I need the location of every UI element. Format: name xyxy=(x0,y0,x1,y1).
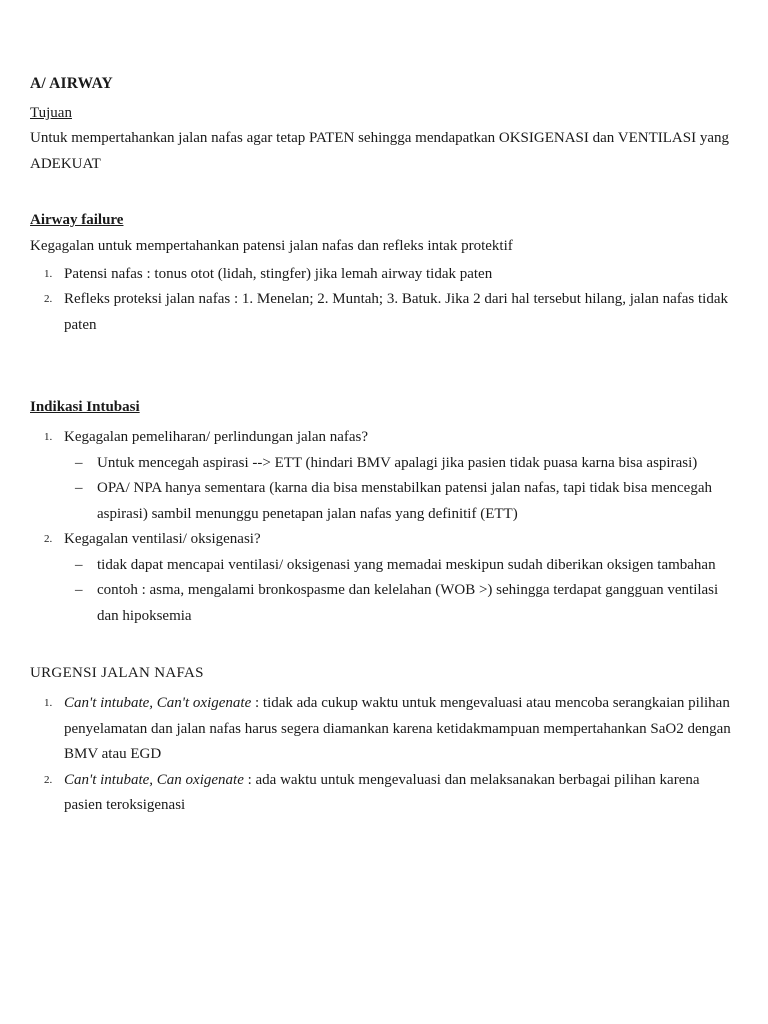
list-item-text: : ada waktu untuk mengevaluasi dan melaksanakan berbagai pilihan karena pasien teroksigenasi xyxy=(64,771,700,813)
sub-list-item-text: OPA/ NPA hanya sementara (karna dia bisa menstabilkan patensi jalan nafas, tapi tidak bisa mencegah aspirasi) sambil menunggu penetapan jalan nafas yang definitif (ETT) xyxy=(97,480,712,522)
urgensi-title: URGENSI JALAN NAFAS xyxy=(30,665,204,681)
list-item xyxy=(30,527,738,629)
dash-marker: – xyxy=(75,454,83,471)
list-marker: 1. xyxy=(44,431,53,443)
list-item xyxy=(30,287,738,338)
airway-failure-list xyxy=(30,262,738,339)
list-item xyxy=(30,768,738,819)
sub-list-item-text: tidak dapat mencapai ventilasi/ oksigenasi yang memadai meskipun sudah diberikan oksigen tambahan xyxy=(97,556,716,573)
sub-list xyxy=(30,553,738,630)
sub-list-item xyxy=(64,476,738,527)
section-title-airway: A/ AIRWAY xyxy=(30,75,113,92)
sub-list-item xyxy=(64,451,738,477)
list-item-text: : tidak ada cukup waktu untuk mengevaluasi atau mencoba serangkaian pilihan penyelamatan dan jalan nafas harus segera diamankan karena ketidakmampuan mempertahankan SaO2 dengan BMV atau EGD xyxy=(64,695,731,762)
list-item-italic-term: Can't intubate, Can't oxigenate xyxy=(64,695,252,711)
sub-list-item-text: Untuk mencegah aspirasi --> ETT (hindari BMV apalagi jika pasien tidak puasa karna bisa aspirasi) xyxy=(97,454,698,471)
tujuan-text: Untuk mempertahankan jalan nafas agar tetap PATEN sehingga mendapatkan OKSIGENASI dan VENTILASI yang ADEKUAT xyxy=(30,130,729,172)
dash-marker: – xyxy=(75,480,83,496)
list-item-text: Kegagalan pemeliharan/ perlindungan jalan nafas? xyxy=(64,429,369,445)
dash-marker: – xyxy=(75,556,83,573)
list-marker: 2. xyxy=(44,773,53,786)
sub-list-item xyxy=(64,553,738,579)
dash-marker: – xyxy=(75,582,83,598)
sub-list xyxy=(30,451,738,528)
airway-failure-title: Airway failure xyxy=(30,212,124,228)
list-item-text: Kegagalan ventilasi/ oksigenasi? xyxy=(64,531,261,547)
urgensi-list xyxy=(30,691,738,819)
indikasi-list xyxy=(30,425,738,629)
list-item xyxy=(30,691,738,768)
list-marker: 1. xyxy=(44,697,53,709)
list-item-text: Refleks proteksi jalan nafas : 1. Menelan; 2. Muntah; 3. Batuk. Jika 2 dari hal tersebut hilang, jalan nafas tidak paten xyxy=(64,291,728,333)
list-item-italic-term: Can't intubate, Can oxigenate xyxy=(64,771,244,788)
airway-failure-intro: Kegagalan untuk mempertahankan patensi jalan nafas dan refleks intak protektif xyxy=(30,238,513,254)
list-marker: 1. xyxy=(44,267,53,280)
list-item-text: Patensi nafas : tonus otot (lidah, stingfer) jika lemah airway tidak paten xyxy=(64,265,493,282)
indikasi-title: Indikasi Intubasi xyxy=(30,399,140,415)
list-item xyxy=(30,262,738,288)
list-marker: 2. xyxy=(44,293,53,305)
sub-list-item xyxy=(64,578,738,629)
tujuan-label: Tujuan xyxy=(30,105,72,121)
sub-list-item-text: contoh : asma, mengalami bronkospasme dan kelelahan (WOB >) sehingga terdapat gangguan ventilasi dan hipoksemia xyxy=(97,582,719,624)
list-item xyxy=(30,425,738,527)
list-marker: 2. xyxy=(44,533,53,545)
